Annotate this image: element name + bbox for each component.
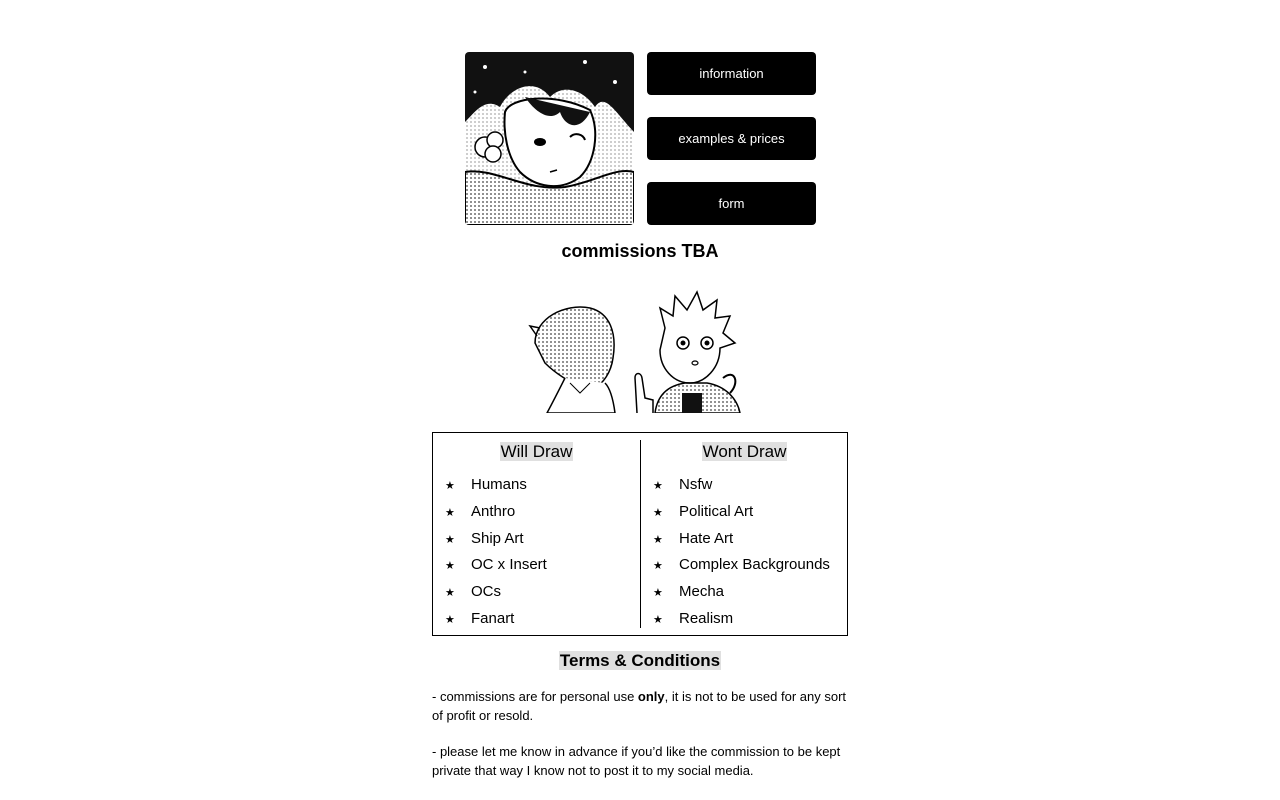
examples-prices-button[interactable]: examples & prices [647, 117, 816, 160]
terms-heading-text: Terms & Conditions [559, 651, 721, 670]
star-icon: ★ [653, 480, 663, 492]
list-item [641, 609, 830, 636]
will-draw-heading-text: Will Draw [500, 442, 573, 461]
terms-emphasis: only [637, 689, 665, 704]
star-icon: ★ [653, 613, 663, 626]
list-item-label: Anthro [471, 502, 516, 520]
list-item-label: OCs [471, 583, 501, 601]
list-item [433, 582, 547, 609]
star-icon: ★ [445, 480, 455, 492]
list-item [641, 502, 830, 529]
wont-draw-list [641, 475, 830, 636]
star-icon: ★ [445, 613, 455, 626]
star-icon: ★ [653, 506, 663, 519]
star-icon: ★ [445, 587, 455, 600]
form-button[interactable]: form [647, 182, 816, 225]
will-wont-draw-table [432, 432, 848, 636]
list-item [641, 582, 830, 609]
list-item [641, 529, 830, 556]
list-item-label: Hate Art [679, 529, 734, 547]
star-icon: ★ [445, 506, 455, 519]
avatar-illustration [465, 52, 634, 225]
information-button[interactable]: information [647, 52, 816, 95]
will-draw-list [433, 475, 547, 636]
list-item-label: Ship Art [471, 529, 524, 547]
list-item [433, 555, 547, 582]
terms-paragraph-private: - please let me know in advance if you’d like the commission to be kept private that way I know not to post it to my social media. [432, 744, 841, 778]
list-item-label: Political Art [679, 502, 754, 520]
terms-text: , it is not to be used for any sort of profit or resold. [432, 689, 847, 723]
characters-illustration [525, 288, 765, 413]
terms-paragraph-personal-use [432, 687, 850, 725]
terms-heading [0, 651, 1280, 671]
star-icon: ★ [653, 587, 663, 600]
list-item-label: Fanart [471, 609, 515, 627]
list-item-label: OC x Insert [471, 556, 547, 574]
wont-draw-heading [641, 442, 848, 462]
list-item [433, 609, 547, 636]
list-item-label: Realism [679, 609, 734, 627]
terms-text: - commissions are for personal use [432, 689, 638, 704]
list-item [433, 502, 547, 529]
list-item [641, 475, 830, 502]
commission-status-title: commissions TBA [561, 241, 719, 261]
wont-draw-heading-text: Wont Draw [702, 442, 787, 461]
list-item [433, 529, 547, 556]
star-icon: ★ [653, 533, 663, 546]
list-item-label: Complex Backgrounds [679, 556, 830, 574]
list-item-label: Mecha [679, 583, 725, 601]
list-item [641, 555, 830, 582]
list-item [433, 475, 547, 502]
star-icon: ★ [653, 560, 663, 573]
will-draw-heading [433, 442, 640, 462]
star-icon: ★ [445, 533, 455, 546]
list-item-label: Humans [471, 476, 527, 493]
list-item-label: Nsfw [679, 476, 713, 493]
star-icon: ★ [445, 560, 455, 573]
